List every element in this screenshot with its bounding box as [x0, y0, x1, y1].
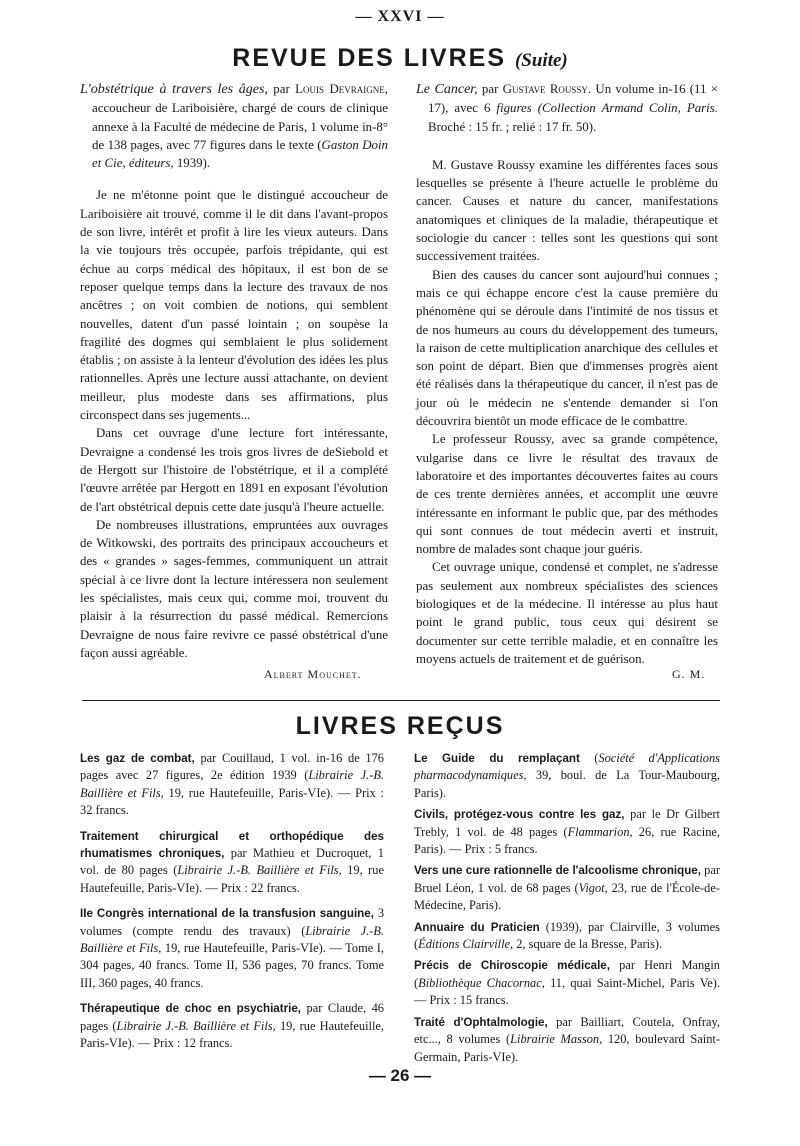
book-title: Les gaz de combat,	[80, 752, 195, 765]
by-text: par	[267, 82, 296, 96]
section-title	[0, 44, 800, 73]
book-details: par le Dr Gilbert Trebly, 1 vol. de 48 pages (	[414, 807, 720, 839]
book-details: (1939), par Clairville, 3 volumes (	[414, 919, 720, 952]
by-text: par	[477, 82, 503, 96]
book-tail: 19, rue Hautefeuille, Paris-VIe). — Prix : 22 francs.	[80, 863, 384, 895]
book-details: par Claude, 46 pages (	[80, 1001, 385, 1033]
review-paragraph: M. Gustave Roussy examine les différentes faces sous lesquelles se présente à l'heure actuelle le problème du cancer. Causes et nature du cancer, manifestations anatomiques et cliniques de la maladie, thérapeutique et sociologie du cancer : telles sont les questions qui sont successivement traitées.	[416, 157, 718, 264]
book-title: Traitement chirurgical et orthopédique des rhumatismes chroniques,	[80, 829, 384, 861]
list-item	[80, 828, 384, 898]
book-details: par Bruel Léon, 1 vol. de 68 pages (	[414, 863, 721, 895]
publisher: Société d'Applications pharmacodynamiques,	[414, 751, 720, 783]
book-details: par Bailliart, Coutela, Onfray, etc..., 8 volumes (	[414, 1014, 721, 1047]
list-item	[414, 1014, 720, 1066]
publisher: Librairie Masson,	[510, 1032, 603, 1047]
book-tail: 19, rue Hautefeuille, Paris-VIe). — Tome I, 304 pages, 40 francs. Tome II, 536 pages, 70 francs. Tome III, 360 pages, 40 francs.	[80, 941, 384, 990]
collection: (Collection Armand Colin, Paris.	[531, 101, 718, 116]
book-tail: 19, rue Hautefeuille, Paris-VIe). — Prix : 32 francs.	[80, 785, 384, 818]
figures-text: figures	[496, 101, 532, 116]
publisher: Gaston Doin et Cie, éditeurs,	[92, 137, 389, 171]
publisher: Éditions Clairville,	[418, 937, 514, 952]
book-details: par Henri Mangin (	[414, 958, 720, 990]
signature-gm: G. M.	[672, 667, 706, 681]
publisher: Librairie J.-B. Baillière et Fils,	[80, 923, 384, 956]
list-item	[414, 750, 720, 802]
book-details: . Un volume in-16 (11 × 17), avec 6	[428, 82, 718, 116]
book-title: Précis de Chiroscopie médicale,	[414, 959, 610, 973]
review-paragraph: Le professeur Roussy, avec sa grande compétence, vulgarise dans ce livre le résultat des travaux de laboratoire et des importantes découvertes faites au cours de ces trente dernières années, et accomplit une œuvre intéressante en informant le public que, par des méthodes qui sont connues de tout médecin averti et instruit, nombre de malades sont chaque jour guéris.	[416, 432, 718, 557]
book-tail: 2, square de la Bresse, Paris).	[513, 937, 663, 952]
received-books-title: LIVRES REÇUS	[295, 712, 505, 740]
book-title: IIe Congrès international de la transfusion sanguine,	[80, 907, 374, 921]
book-title: Le Cancer,	[416, 82, 478, 97]
publication-year: 1939).	[173, 156, 211, 171]
book-title: L'obstétrique à travers les âges,	[80, 82, 268, 97]
list-item	[414, 957, 720, 1009]
books-received-right	[414, 750, 720, 1070]
book-title: Le Guide du remplaçant	[414, 752, 580, 765]
signature-albert-mouchet: Albert Mouchet.	[264, 667, 362, 681]
publisher: Librairie J.-B. Baillière et Fils,	[80, 768, 384, 800]
list-item	[80, 905, 384, 992]
list-item	[414, 919, 720, 954]
list-item	[80, 750, 384, 820]
book-title: Traité d'Ophtalmologie,	[414, 1015, 548, 1029]
page-number: — 26 —	[368, 1066, 432, 1085]
section-title-main: REVUE DES LIVRES	[232, 44, 506, 72]
list-item	[414, 862, 720, 914]
review-paragraph: Bien des causes du cancer sont aujourd'hui connues ; mais ce qui échappe encore c'est la cause première du phénomène qui se déroule dans l'intimité de nos tissus et de nos humeurs au cours du développement des tumeurs, la raison de cette multiplication anarchique des cellules et son point de départ. Bien que d'immenses progrès aient été réalisés dans la thérapeutique du cancer, il n'est pas de jour où le médecin ne s'entende demander si l'on découvrira bientôt un mode efficace de le combattre.	[416, 267, 718, 429]
book-tail: 26, rue Racine, Paris). — Prix : 5 francs.	[414, 824, 720, 857]
book-details: par Mathieu et Ducroquet, 1 vol. de 80 pages (	[80, 846, 384, 878]
review-cancer-bibliography	[416, 80, 718, 136]
books-received-left	[80, 750, 384, 1061]
review-paragraph: Dans cet ouvrage d'une lecture fort intéressante, Devraigne a condensé les trois gros livres de deSiebold et de Hergott sur l'histoire de l'obstétrique, et il a complété l'œuvre arrêtée par Hergott en 1891 en exposant l'évolution de l'art obstétrical depuis cette date jusqu'à l'heure actuelle.	[80, 426, 388, 514]
book-tail: 39, boul. de La Tour-Maubourg, Paris).	[414, 768, 720, 800]
author-name: Gustave Roussy	[502, 82, 588, 96]
review-cancer	[416, 80, 718, 668]
book-title: Thérapeutique de choc en psychiatrie,	[80, 1002, 302, 1016]
review-obstetrique	[80, 80, 388, 662]
author-name: Louis Devraigne	[295, 82, 385, 96]
list-item	[80, 1000, 384, 1052]
publisher: Librairie J.-B. Baillière et Fils,	[177, 863, 342, 878]
page-header-roman-numeral: — XXVI —	[355, 8, 445, 25]
publisher: Vigot,	[578, 880, 608, 895]
book-details: par Couillaud, 1 vol. in-16 de 176 pages avec 27 figures, 2e édition 1939 (	[80, 751, 384, 783]
publisher: Flammarion,	[567, 824, 633, 839]
book-details: 3 volumes (compte rendu des travaux) (	[80, 906, 385, 938]
book-tail: 19, rue Hautefeuille, Paris-VIe). — Prix : 12 francs.	[80, 1018, 384, 1051]
publisher: Librairie J.-B. Baillière et Fils,	[116, 1018, 276, 1033]
book-tail: 23, rue de l'École-de-Médecine, Paris).	[414, 880, 720, 913]
book-details: (	[579, 751, 599, 765]
book-tail: 120, boulevard Saint-Germain, Paris-VIe).	[414, 1032, 720, 1064]
book-title: Annuaire du Praticien	[414, 920, 540, 934]
book-details: , accoucheur de Lariboisière, chargé de cours de clinique annexe à la Faculté de médecine de Paris, 1 volume in-8° de 138 pages, avec 77 figures dans le texte (	[92, 82, 388, 152]
list-item	[414, 806, 720, 858]
review-paragraph: De nombreuses illustrations, empruntées aux ouvrages de Witkowski, des portraits des principaux accoucheurs et des « grandes » sages-femmes, communiquent un attrait spécial à ce livre dont la lecture intéressera non seulement les spécialistes, mais ceux qui, comme moi, trouvent du plaisir à la résurrection du passé médical. Remercions Devraigne de nous faire revivre ce passé obstétrical d'une façon aussi agréable.	[80, 517, 388, 660]
review-paragraph: Cet ouvrage unique, condensé et complet, ne s'adresse pas seulement aux nombreux spécialistes des sciences biologiques et de la médecine. Il intéresse au plus haut point le grand public, tous ceux qui désirent se documenter sur cette terrible maladie, et en connaître les moyens actuels de traitement et de guérison.	[416, 560, 718, 666]
book-title: Vers une cure rationnelle de l'alcoolisme chronique,	[414, 864, 701, 878]
review-paragraph: Je ne m'étonne point que le distingué accoucheur de Lariboisière ait trouvé, comme il le dit dans l'avant-propos de son livre, intérêt et profit à lire les vieux auteurs. Dans la vie toujours très occupée, parfois trépidante, qui est échue au corps médical des hôpitaux, il est bon de se reposer quelque temps dans la lecture des travaux de nos ancêtres ; on voit combien de notions, qui semblent nouvelles, datent d'un passé lointain ; on soupèse la fragilité des dogmes qui semblaient le plus solidement établis ; on assiste à la lenteur d'évolution des idées les plus rationnelles. Après une lecture aussi attachante, on devient meilleur, plus modeste dans ses affirmations, plus circonspect dans ses jugements...	[80, 188, 388, 423]
publisher: Bibliothèque Chacornac,	[418, 975, 545, 990]
price: Broché : 15 fr. ; relié : 17 fr. 50).	[428, 119, 597, 134]
book-title: Civils, protégez-vous contre les gaz,	[414, 808, 625, 822]
section-title-suite: (Suite)	[514, 50, 568, 71]
book-tail: 11, quai Saint-Michel, Paris Ve). — Prix : 15 francs.	[414, 975, 720, 1008]
section-divider	[82, 700, 720, 701]
review-obstetrique-bibliography	[80, 80, 388, 172]
